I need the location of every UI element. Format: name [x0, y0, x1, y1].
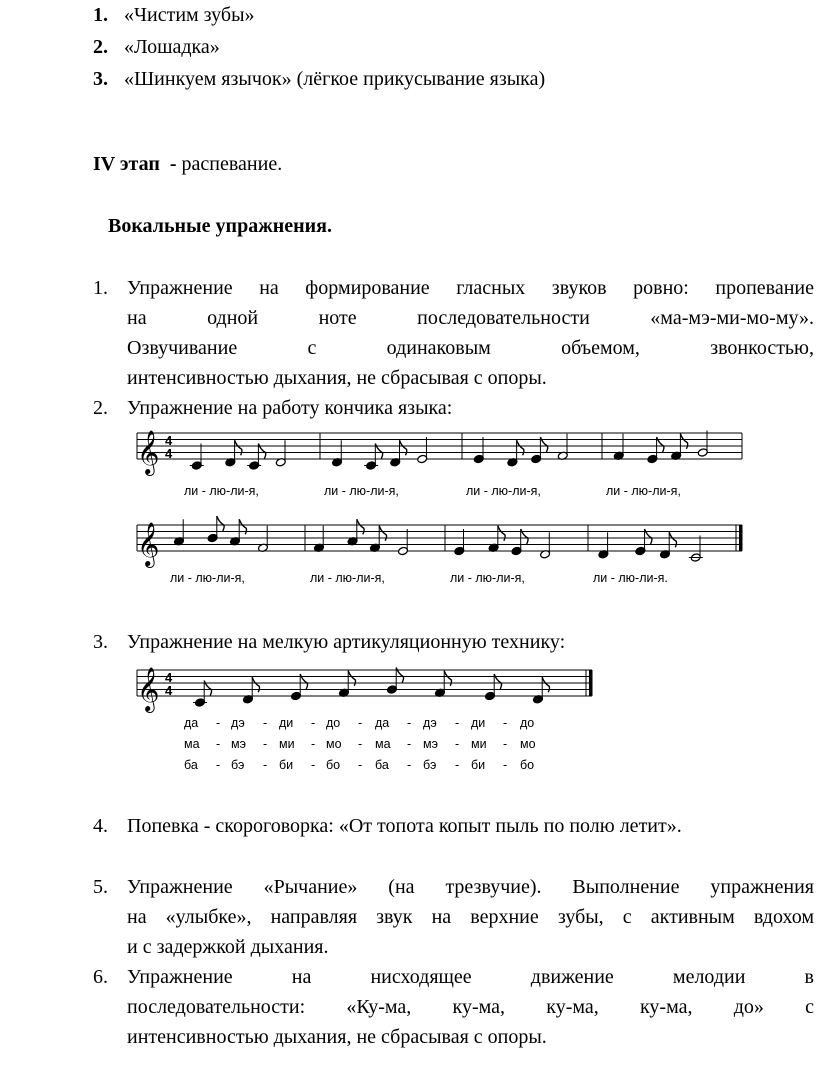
ex3-sep-r1-2: - [263, 716, 268, 730]
ex3-sep-r2-5: - [407, 737, 412, 751]
ex6-line-2: последовательности: «Ку-ма, ку-ма, ку-ма, ку-ма, до» с [127, 996, 814, 1018]
ex3-sep-r3-3: - [311, 758, 316, 772]
ex1-line-4: интенсивностью дыхания, не сбрасывая с опоры. [127, 367, 547, 389]
ex3-sep-r3-2: - [263, 758, 268, 772]
ex4-num: 4. [93, 815, 108, 837]
ex3-sep-r2-2: - [263, 737, 268, 751]
stage-dash: - [169, 153, 177, 175]
ex6-num: 6. [93, 966, 108, 988]
ex3-syllable-r3-5: ба [375, 758, 389, 772]
top-list-item-3: «Шинкуем язычок» (лёгкое прикусывание языка) [124, 68, 546, 90]
top-list-num-3: 3. [93, 68, 108, 90]
ex3-syllable-r3-2: бэ [231, 758, 245, 772]
ex3-sep-r3-6: - [455, 758, 460, 772]
ex3-final-barline-thick [589, 670, 593, 696]
ex5-line-2: на «улыбке», направляя звук на верхние зубы, с активным вдохом [127, 906, 814, 928]
ex3-sep-r2-6: - [455, 737, 460, 751]
ex1-line-1: Упражнение на формирование гласных звуков ровно: пропевание [127, 277, 814, 299]
ex1-line-3: Озвучивание с одинаковым объемом, звонкостью, [127, 337, 814, 359]
ex2-row2-lyric-4: ли - лю-ли-я. [593, 571, 668, 585]
ex2-row1-lyric-4: ли - лю-ли-я, [606, 484, 681, 498]
ex3-sep-r1-6: - [455, 716, 460, 730]
ex6-line-1: Упражнение на нисходящее движение мелодии в [127, 966, 814, 988]
ex3-syllable-r2-4: мо [326, 737, 342, 751]
ex3-syllable-r2-7: ми [471, 737, 487, 751]
ex2-row1-lyric-3: ли - лю-ли-я, [466, 484, 541, 498]
ex4-text: Попевка - скороговорка: «От топота копыт пыль по полю летит». [127, 815, 682, 837]
ex3-time-bottom: 4 [165, 683, 173, 698]
ex3-syllable-r1-8: до [520, 716, 535, 730]
ex3-sep-r2-3: - [311, 737, 316, 751]
ex3-sep-r1-5: - [407, 716, 412, 730]
ex3-sep-r3-7: - [503, 758, 508, 772]
ex3-syllable-r1-2: дэ [231, 716, 245, 730]
stage-text: распевание. [181, 153, 283, 175]
ex3-text: Упражнение на мелкую артикуляционную технику: [127, 631, 566, 653]
ex3-syllable-r1-4: до [326, 716, 341, 730]
ex3-sep-r2-1: - [216, 737, 221, 751]
ex3-syllable-r3-7: би [471, 758, 486, 772]
ex2-row2-m1-note-2-flag [217, 516, 224, 531]
ex3-sep-r2-7: - [503, 737, 508, 751]
ex3-sep-r3-4: - [358, 758, 363, 772]
ex3-sep-r1-1: - [216, 716, 221, 730]
ex3-sep-r1-3: - [311, 716, 316, 730]
stage-label: IV этап [93, 153, 160, 175]
ex2-row2-lyric-1: ли - лю-ли-я, [170, 571, 245, 585]
ex3-sep-r3-5: - [407, 758, 412, 772]
ex2-row2-treble-clef: 𝄞 [137, 524, 160, 566]
ex5-line-1: Упражнение «Рычание» (на трезвучие). Выполнение упражнения [127, 876, 814, 898]
ex5-line-3: и с задержкой дыхания. [127, 936, 329, 958]
ex6-line-3: интенсивностью дыхания, не сбрасывая с опоры. [127, 1026, 547, 1048]
ex3-syllable-r2-2: мэ [231, 737, 246, 751]
ex3-syllable-r2-6: мэ [423, 737, 438, 751]
ex2-row2-lyric-2: ли - лю-ли-я, [310, 571, 385, 585]
top-list-item-2: «Лошадка» [124, 36, 220, 58]
ex1-num: 1. [93, 277, 108, 299]
ex2-num: 2. [93, 397, 108, 419]
ex2-row2-lyric-3: ли - лю-ли-я, [450, 571, 525, 585]
ex2-row1-lyric-2: ли - лю-ли-я, [324, 484, 399, 498]
ex3-treble-clef: 𝄞 [137, 669, 160, 711]
top-list-num-1: 1. [93, 4, 108, 26]
ex3-syllable-r1-6: дэ [423, 716, 437, 730]
ex3-syllable-r1-5: да [375, 716, 390, 730]
ex2-row1-lyric-1: ли - лю-ли-я, [184, 484, 259, 498]
section-title: Вокальные упражнения. [108, 215, 332, 237]
ex3-time-top: 4 [165, 670, 173, 685]
ex2-row1-time-bottom: 4 [165, 446, 173, 461]
ex2-row1-time-top: 4 [165, 433, 173, 448]
ex3-num: 3. [93, 631, 108, 653]
ex3-syllable-r3-6: бэ [423, 758, 437, 772]
ex3-syllable-r2-8: мо [520, 737, 536, 751]
ex3-syllable-r3-3: би [279, 758, 294, 772]
ex2-row2-final-barline-thick [739, 525, 743, 551]
top-list-num-2: 2. [93, 36, 108, 58]
ex3-syllable-r3-1: ба [184, 758, 198, 772]
ex1-line-2: на одной ноте последовательности «ма-мэ-ми-мо-му». [127, 307, 814, 329]
ex3-syllable-r1-7: ди [471, 716, 486, 730]
ex3-syllable-r2-5: ма [375, 737, 391, 751]
ex3-sep-r2-4: - [358, 737, 363, 751]
ex3-sep-r1-4: - [358, 716, 363, 730]
ex3-sep-r3-1: - [216, 758, 221, 772]
ex3-sep-r1-7: - [503, 716, 508, 730]
ex3-syllable-r1-3: ди [279, 716, 294, 730]
ex3-syllable-r3-8: бо [520, 758, 535, 772]
ex3-syllable-r1-1: да [184, 716, 199, 730]
ex3-syllable-r2-3: ми [279, 737, 295, 751]
ex2-row1-treble-clef: 𝄞 [137, 432, 160, 474]
ex2-text: Упражнение на работу кончика языка: [127, 397, 453, 419]
ex3-syllable-r2-1: ма [184, 737, 200, 751]
ex3-syllable-r3-4: бо [326, 758, 341, 772]
top-list-item-1: «Чистим зубы» [124, 4, 255, 26]
ex5-num: 5. [93, 876, 108, 898]
